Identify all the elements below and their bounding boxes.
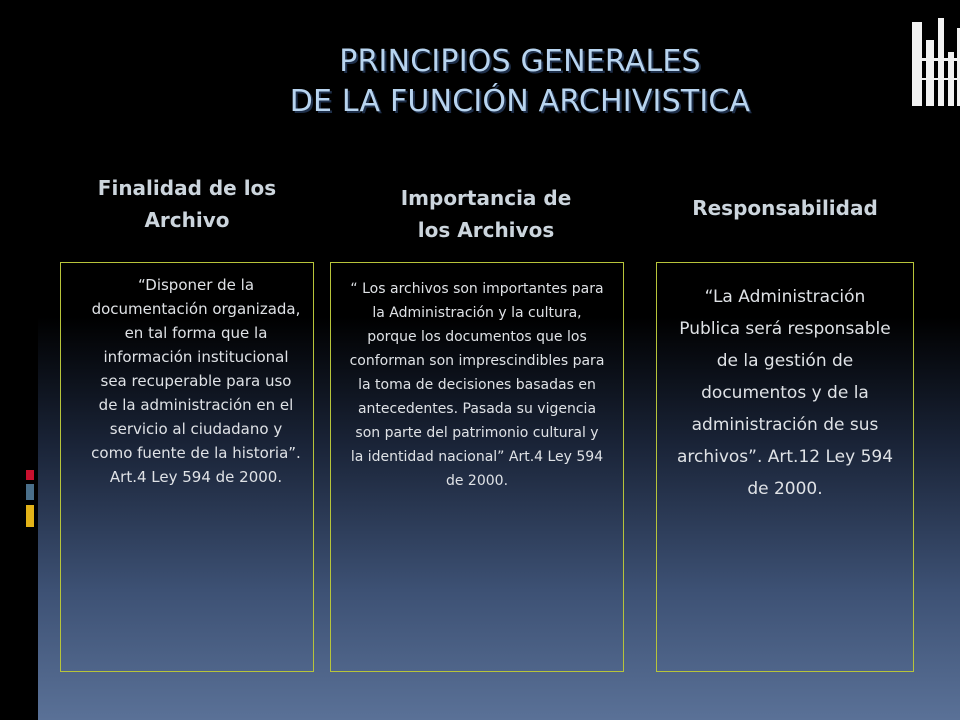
heading-finalidad (60, 172, 314, 236)
heading-finalidad-line-2: Archivo (144, 208, 230, 232)
box-finalidad-text: “Disponer de la documentación organizada, en tal forma que la información institucional sea recuperable para uso de la administración en el servicio al ciudadano y como fuente de la historia”. Art.4 Ley 594 de 2000. (91, 276, 301, 486)
page-title (40, 42, 960, 122)
box-finalidad (60, 262, 314, 672)
heading-responsabilidad (654, 192, 916, 224)
title-line-2: DE LA FUNCIÓN ARCHIVISTICA (289, 84, 751, 119)
left-black-bar (0, 0, 38, 720)
heading-finalidad-line-1: Finalidad de los (97, 176, 277, 200)
box-importancia-text: “ Los archivos son importantes para la Administración y la cultura, porque los documentos que los conforman son imprescindibles para la toma de decisiones basadas en antecedentes. Pasada su vigencia son parte del patrimonio cultural y la identidad nacional” Art.4 Ley 594 de 2000. (349, 281, 605, 489)
heading-importancia-line-2: los Archivos (417, 218, 555, 242)
heading-responsabilidad-line-1: Responsabilidad (692, 196, 878, 220)
box-importancia (330, 262, 624, 672)
title-line-1: PRINCIPIOS GENERALES (339, 44, 701, 79)
heading-importancia (352, 182, 620, 246)
heading-importancia-line-1: Importancia de (400, 186, 572, 210)
box-responsabilidad (656, 262, 914, 672)
box-responsabilidad-text: “La Administración Publica será responsable de la gestión de documentos y de la administración de sus archivos”. Art.12 Ley 594 de 2000. (676, 287, 894, 499)
